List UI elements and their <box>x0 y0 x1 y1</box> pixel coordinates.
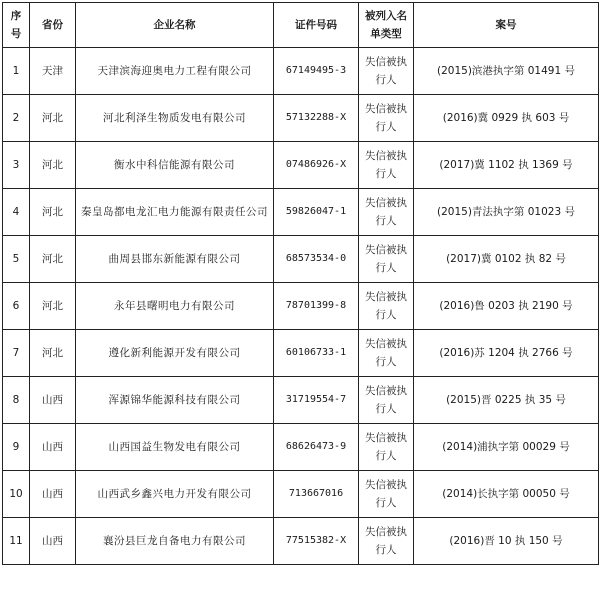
cell-case: (2017)冀 1102 执 1369 号 <box>414 142 599 189</box>
dishonest-enterprise-table <box>2 2 599 565</box>
cell-company: 山西武乡鑫兴电力开发有限公司 <box>76 471 274 518</box>
cell-company: 秦皇岛都电龙汇电力能源有限责任公司 <box>76 189 274 236</box>
table-row <box>3 518 599 565</box>
cell-province: 山西 <box>30 377 76 424</box>
table-row <box>3 283 599 330</box>
cell-case: (2015)晋 0225 执 35 号 <box>414 377 599 424</box>
cell-cert: 07486926-X <box>274 142 359 189</box>
cell-cert: 57132288-X <box>274 95 359 142</box>
table-row <box>3 424 599 471</box>
cell-no: 6 <box>3 283 30 330</box>
cell-cert: 67149495-3 <box>274 48 359 95</box>
cell-type: 失信被执行人 <box>359 424 414 471</box>
cell-cert: 59826047-1 <box>274 189 359 236</box>
table-header-row <box>3 3 599 48</box>
cell-no: 9 <box>3 424 30 471</box>
cell-company: 河北利泽生物质发电有限公司 <box>76 95 274 142</box>
cell-province: 山西 <box>30 424 76 471</box>
cell-type: 失信被执行人 <box>359 471 414 518</box>
cell-type: 失信被执行人 <box>359 518 414 565</box>
cell-province: 河北 <box>30 330 76 377</box>
cell-case: (2017)冀 0102 执 82 号 <box>414 236 599 283</box>
cell-case: (2014)长执字第 00050 号 <box>414 471 599 518</box>
cell-type: 失信被执行人 <box>359 283 414 330</box>
cell-cert: 78701399-8 <box>274 283 359 330</box>
cell-no: 1 <box>3 48 30 95</box>
cell-no: 11 <box>3 518 30 565</box>
cell-province: 山西 <box>30 518 76 565</box>
cell-company: 衡水中科信能源有限公司 <box>76 142 274 189</box>
cell-province: 河北 <box>30 142 76 189</box>
cell-type: 失信被执行人 <box>359 48 414 95</box>
cell-company: 曲周县邯东新能源有限公司 <box>76 236 274 283</box>
cell-cert: 68573534-0 <box>274 236 359 283</box>
table-row <box>3 142 599 189</box>
cell-type: 失信被执行人 <box>359 236 414 283</box>
cell-cert: 31719554-7 <box>274 377 359 424</box>
cell-case: (2016)鲁 0203 执 2190 号 <box>414 283 599 330</box>
cell-no: 4 <box>3 189 30 236</box>
cell-case: (2016)冀 0929 执 603 号 <box>414 95 599 142</box>
cell-no: 10 <box>3 471 30 518</box>
table-row <box>3 330 599 377</box>
cell-company: 天津滨海迎奥电力工程有限公司 <box>76 48 274 95</box>
cell-province: 河北 <box>30 283 76 330</box>
cell-no: 3 <box>3 142 30 189</box>
cell-no: 2 <box>3 95 30 142</box>
cell-type: 失信被执行人 <box>359 377 414 424</box>
cell-province: 河北 <box>30 189 76 236</box>
header-type: 被列入名单类型 <box>359 3 414 48</box>
table-row <box>3 377 599 424</box>
cell-province: 山西 <box>30 471 76 518</box>
cell-no: 8 <box>3 377 30 424</box>
header-company: 企业名称 <box>76 3 274 48</box>
cell-case: (2014)浦执字第 00029 号 <box>414 424 599 471</box>
table-row <box>3 48 599 95</box>
cell-cert: 60106733-1 <box>274 330 359 377</box>
cell-type: 失信被执行人 <box>359 330 414 377</box>
cell-case: (2015)青法执字第 01023 号 <box>414 189 599 236</box>
cell-cert: 68626473-9 <box>274 424 359 471</box>
header-case: 案号 <box>414 3 599 48</box>
cell-no: 7 <box>3 330 30 377</box>
table-row <box>3 471 599 518</box>
cell-company: 山西国益生物发电有限公司 <box>76 424 274 471</box>
cell-province: 河北 <box>30 236 76 283</box>
header-no: 序号 <box>3 3 30 48</box>
cell-type: 失信被执行人 <box>359 189 414 236</box>
cell-province: 天津 <box>30 48 76 95</box>
table-row <box>3 189 599 236</box>
table-row <box>3 95 599 142</box>
cell-case: (2016)苏 1204 执 2766 号 <box>414 330 599 377</box>
cell-type: 失信被执行人 <box>359 142 414 189</box>
cell-cert: 713667016 <box>274 471 359 518</box>
header-cert: 证件号码 <box>274 3 359 48</box>
cell-company: 浑源锦华能源科技有限公司 <box>76 377 274 424</box>
cell-cert: 77515382-X <box>274 518 359 565</box>
table-body <box>3 48 599 565</box>
cell-company: 遵化新利能源开发有限公司 <box>76 330 274 377</box>
header-province: 省份 <box>30 3 76 48</box>
cell-no: 5 <box>3 236 30 283</box>
cell-type: 失信被执行人 <box>359 95 414 142</box>
cell-case: (2015)滨港执字第 01491 号 <box>414 48 599 95</box>
table-row <box>3 236 599 283</box>
cell-company: 永年县曙明电力有限公司 <box>76 283 274 330</box>
cell-case: (2016)晋 10 执 150 号 <box>414 518 599 565</box>
cell-company: 襄汾县巨龙自备电力有限公司 <box>76 518 274 565</box>
cell-province: 河北 <box>30 95 76 142</box>
